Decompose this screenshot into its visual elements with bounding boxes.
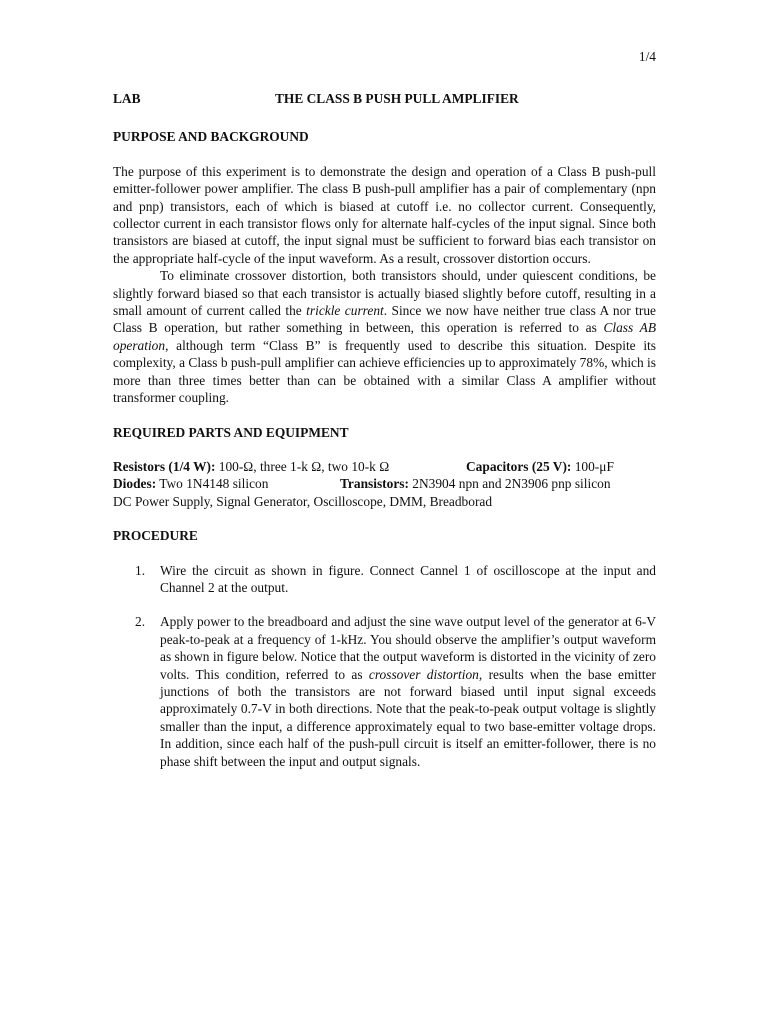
parts-heading: REQUIRED PARTS AND EQUIPMENT (113, 424, 349, 440)
resistors-entry (113, 458, 466, 475)
resistors-value: 100-Ω, three 1-k Ω, two 10-k Ω (215, 458, 390, 474)
equipment-line: DC Power Supply, Signal Generator, Oscilloscope, DMM, Breadborad (113, 493, 493, 509)
para2-text-c: , although term “Class B” is frequently used to describe this situation. Despite its complexity, a Class b push-pull amplifier can achieve efficiencies up to approximately 78%, which is more than three times better than can be obtained with a similar Class A amplifier without transformer coupling. (113, 337, 656, 406)
lab-title: THE CLASS B PUSH PULL AMPLIFIER (275, 91, 519, 106)
procedure-heading: PROCEDURE (113, 528, 198, 544)
capacitors-label: Capacitors (25 V): (466, 458, 572, 474)
lab-label: LAB (113, 91, 141, 106)
procedure-step-1 (113, 562, 656, 597)
document-title (113, 90, 656, 107)
purpose-paragraph-2 (113, 267, 656, 406)
procedure-steps (113, 562, 656, 770)
diodes-value: Two 1N4148 silicon (156, 476, 269, 492)
crossover-distortion-term: crossover distortion (368, 666, 479, 682)
step-text (160, 613, 656, 770)
para2-text-a: To eliminate crossover distortion, both transistors should, under quiescent conditions, be slightly forward biased so that each transistor is actually biased slightly before cutoff, resulting in a small amount of current called the (113, 268, 656, 319)
capacitors-value: 100-μF (571, 458, 614, 474)
step2-text-a: Apply power to the breadboard and adjust the sine wave output level of the generator at 6-V peak-to-peak at a frequency of 1-kHz. You should observe the amplifier’s output waveform as shown in figure below. Notice that the output waveform is distorted in the vicinity of zero volts. This condition, referred to as (160, 614, 656, 682)
purpose-paragraph-1: The purpose of this experiment is to demonstrate the design and operation of a Class B push-pull emitter-follower power amplifier. The class B push-pull amplifier has a pair of complementary (npn and pnp) transistors, each of which is biased at cutoff i.e. no collector current. Consequently, collector current in each transistor flows only for alternate half-cycles of the input signal. Since both transistors are biased at cutoff, the input signal must be sufficient to forward bias each transistor on the appropriate half-cycle of the input waveform. As a result, crossover distortion occurs. (113, 163, 656, 266)
step-number: 1. (135, 562, 146, 578)
transistors-entry (340, 475, 611, 492)
document-body (113, 90, 656, 787)
transistors-value: 2N3904 npn and 2N3906 pnp silicon (408, 476, 611, 492)
parts-row-2 (113, 475, 656, 492)
trickle-current-term: trickle current (306, 303, 384, 319)
resistors-label: Resistors (1/4 W): (113, 458, 216, 474)
capacitors-entry (466, 458, 614, 475)
procedure-step-2 (113, 613, 656, 770)
step-number: 2. (135, 614, 146, 630)
diodes-entry (113, 475, 340, 492)
parts-row-1 (113, 458, 656, 475)
diodes-label: Diodes: (113, 476, 157, 492)
page-number: 1/4 (638, 49, 656, 64)
transistors-label: Transistors: (340, 476, 409, 492)
step2-text-b: , results when the base emitter junctions of both the transistors are not forward biased until input signal exceeds approximately 0.7-V in both directions. Note that the peak-to-peak output voltage is slightly smaller than the input, a difference approximately equal to two base-emitter voltage drops. In addition, since each half of the push-pull circuit is itself an emitter-follower, there is no phase shift between the input and output signals. (160, 666, 656, 769)
para2-text-b: . Since we now have neither true class A nor true Class B operation, but rather something in between, this operation is referred to as (113, 303, 656, 336)
class-ab-term: Class AB operation (113, 320, 657, 353)
purpose-heading: PURPOSE AND BACKGROUND (113, 129, 309, 145)
step-text: Wire the circuit as shown in figure. Connect Cannel 1 of oscilloscope at the input and Channel 2 at the output. (160, 562, 656, 595)
